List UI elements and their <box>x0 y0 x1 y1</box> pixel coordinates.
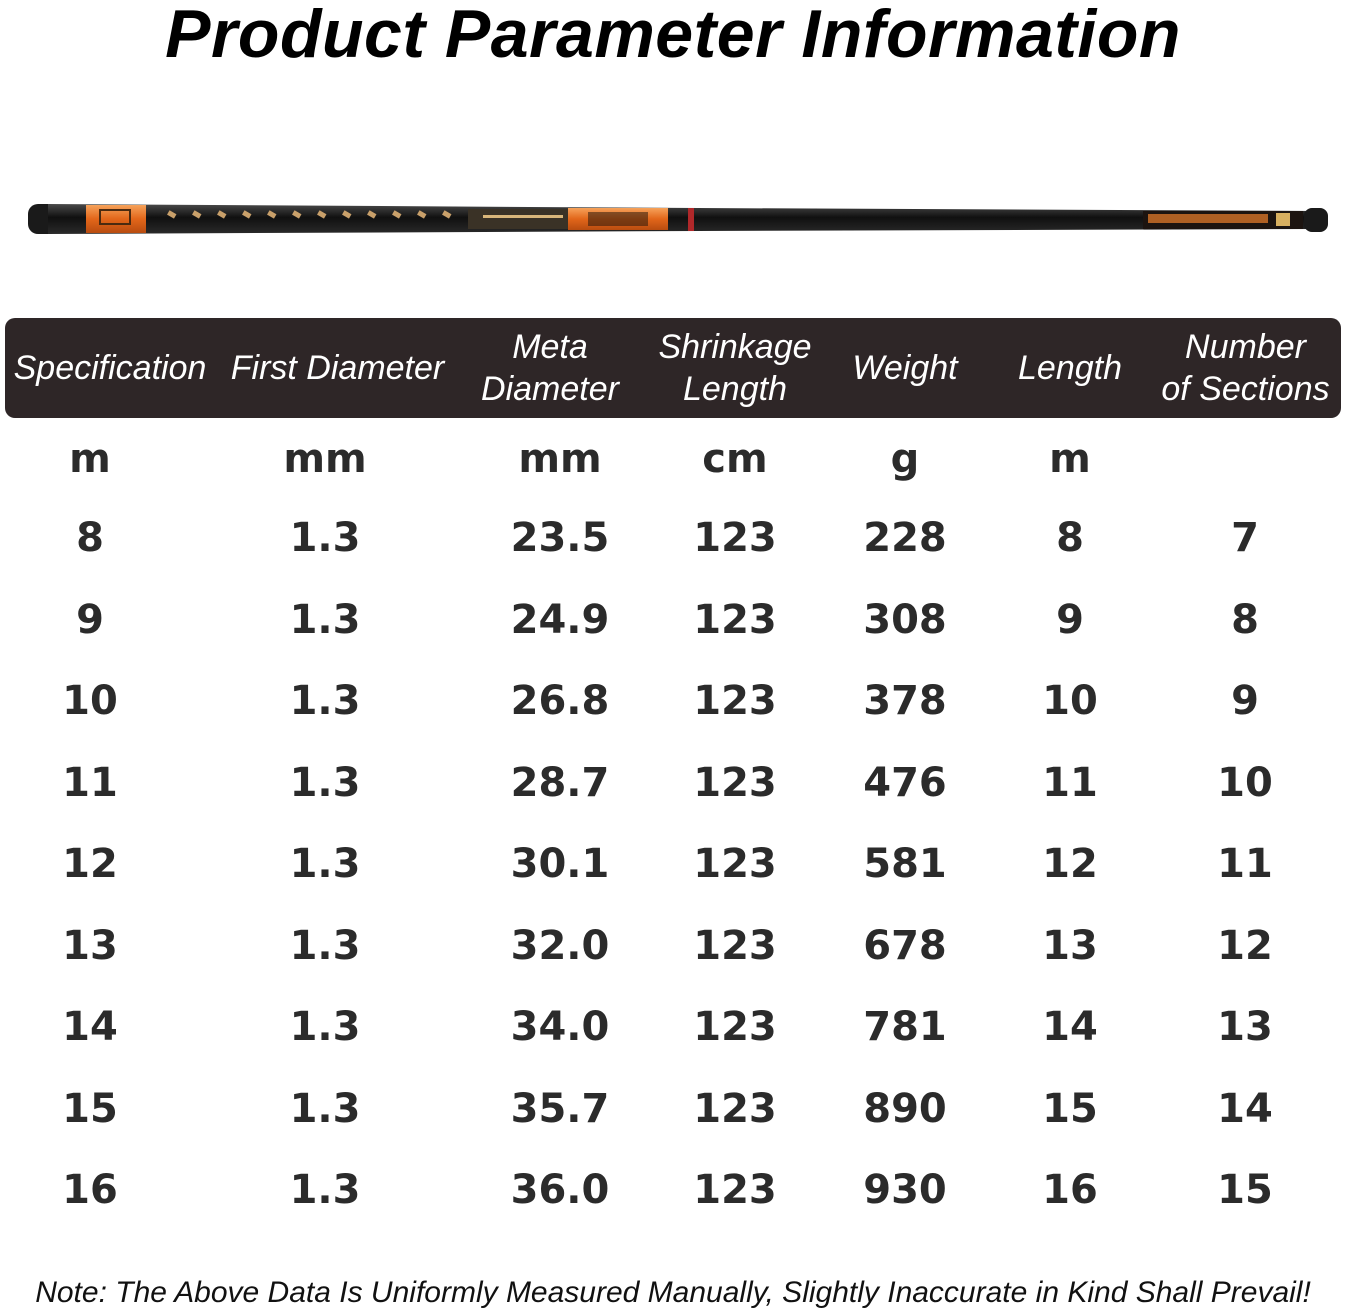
table-cell: 678 <box>863 922 947 969</box>
units-row <box>0 424 1346 494</box>
unit-cell: cm <box>702 436 768 482</box>
header-number-of-sections <box>1150 318 1341 418</box>
table-cell: 1.3 <box>289 841 361 887</box>
table-cell: 781 <box>863 1004 947 1050</box>
table-cell: 308 <box>863 596 947 643</box>
table-cell: 1.3 <box>289 1004 361 1050</box>
table-cell: 16 <box>1042 1167 1098 1213</box>
table-cell: 24.9 <box>510 596 610 643</box>
table-cell: 8 <box>76 515 104 561</box>
table-cell: 35.7 <box>510 1085 610 1132</box>
table-cell: 12 <box>1042 841 1098 887</box>
table-cell: 14 <box>62 1004 118 1050</box>
table-cell: 13 <box>1042 922 1098 969</box>
header-meta-diameter <box>460 318 640 418</box>
table-cell: 11 <box>62 759 118 806</box>
unit-cell: mm <box>283 436 367 482</box>
table-row <box>0 992 1346 1062</box>
footnote: Note: The Above Data Is Uniformly Measured Manually, Slightly Inaccurate in Kind Shall Prevail! <box>35 1276 1311 1309</box>
header-specification <box>5 318 215 418</box>
table-cell: 1.3 <box>289 596 361 643</box>
table-cell: 123 <box>693 596 777 643</box>
unit-cell <box>1160 424 1330 494</box>
unit-cell: mm <box>518 436 602 482</box>
table-cell: 14 <box>1217 1085 1273 1132</box>
table-row <box>0 585 1346 655</box>
table-cell: 581 <box>863 841 947 887</box>
fishing-rod-image <box>28 196 1330 242</box>
table-row <box>0 1074 1346 1144</box>
table-cell: 476 <box>863 759 947 806</box>
table-cell: 1.3 <box>289 759 361 806</box>
header-length <box>990 318 1150 418</box>
table-cell: 123 <box>693 1085 777 1132</box>
table-cell: 123 <box>693 1004 777 1050</box>
table-cell: 32.0 <box>510 922 610 969</box>
table-cell: 11 <box>1217 841 1273 887</box>
header-shrinkage-length <box>640 318 830 418</box>
table-row <box>0 911 1346 981</box>
table-cell: 9 <box>1056 596 1084 643</box>
table-cell: 123 <box>693 759 777 806</box>
table-cell: 15 <box>62 1085 118 1132</box>
table-cell: 123 <box>693 678 777 724</box>
header-first-diameter <box>215 318 460 418</box>
header-specification-label: Specification <box>13 349 207 387</box>
unit-cell: g <box>890 436 920 482</box>
table-cell: 23.5 <box>510 515 610 561</box>
table-cell: 14 <box>1042 1004 1098 1050</box>
table-cell: 9 <box>76 596 104 643</box>
table-cell: 1.3 <box>289 922 361 969</box>
table-cell: 11 <box>1042 759 1098 806</box>
unit-cell: m <box>1049 436 1091 482</box>
table-cell: 1.3 <box>289 515 361 561</box>
table-cell: 10 <box>1042 678 1098 724</box>
table-cell: 1.3 <box>289 1167 361 1213</box>
header-length-label: Length <box>1018 349 1122 387</box>
table-cell: 15 <box>1217 1167 1273 1213</box>
table-cell: 12 <box>62 841 118 887</box>
table-cell: 930 <box>863 1167 947 1213</box>
unit-cell: m <box>69 436 111 482</box>
table-cell: 36.0 <box>510 1167 610 1213</box>
table-row <box>0 829 1346 899</box>
header-sections-line2: of Sections <box>1161 370 1330 408</box>
table-cell: 16 <box>62 1167 118 1213</box>
table-cell: 7 <box>1231 515 1259 561</box>
table-row <box>0 748 1346 818</box>
table-cell: 123 <box>693 922 777 969</box>
table-cell: 10 <box>62 678 118 724</box>
table-cell: 9 <box>1231 678 1259 724</box>
table-cell: 15 <box>1042 1085 1098 1132</box>
header-meta-diameter-line1: Meta <box>512 328 588 366</box>
table-cell: 26.8 <box>510 678 610 724</box>
table-row <box>0 666 1346 736</box>
table-cell: 378 <box>863 678 947 724</box>
header-weight-label: Weight <box>852 349 958 387</box>
header-sections-line1: Number <box>1185 328 1306 366</box>
header-shrinkage-line2: Length <box>682 370 787 408</box>
header-meta-diameter-line2: Diameter <box>481 370 619 408</box>
table-cell: 12 <box>1217 922 1273 969</box>
table-cell: 13 <box>1217 1004 1273 1050</box>
header-weight <box>830 318 980 418</box>
page-title: Product Parameter Information <box>165 0 1181 72</box>
table-cell: 123 <box>693 515 777 561</box>
table-cell: 123 <box>693 841 777 887</box>
table-cell: 8 <box>1056 515 1084 561</box>
header-first-diameter-label: First Diameter <box>230 349 445 387</box>
table-cell: 228 <box>863 515 947 561</box>
table-cell: 890 <box>863 1085 947 1132</box>
table-cell: 10 <box>1217 759 1273 806</box>
header-shrinkage-line1: Shrinkage <box>658 328 812 366</box>
table-row <box>0 503 1346 573</box>
table-cell: 34.0 <box>510 1004 610 1050</box>
table-cell: 1.3 <box>289 678 361 724</box>
table-row <box>0 1155 1346 1225</box>
table-cell: 1.3 <box>289 1085 361 1132</box>
table-cell: 13 <box>62 922 118 969</box>
table-cell: 28.7 <box>510 759 610 806</box>
table-cell: 8 <box>1231 596 1259 643</box>
table-cell: 30.1 <box>510 841 610 887</box>
table-cell: 123 <box>693 1167 777 1213</box>
